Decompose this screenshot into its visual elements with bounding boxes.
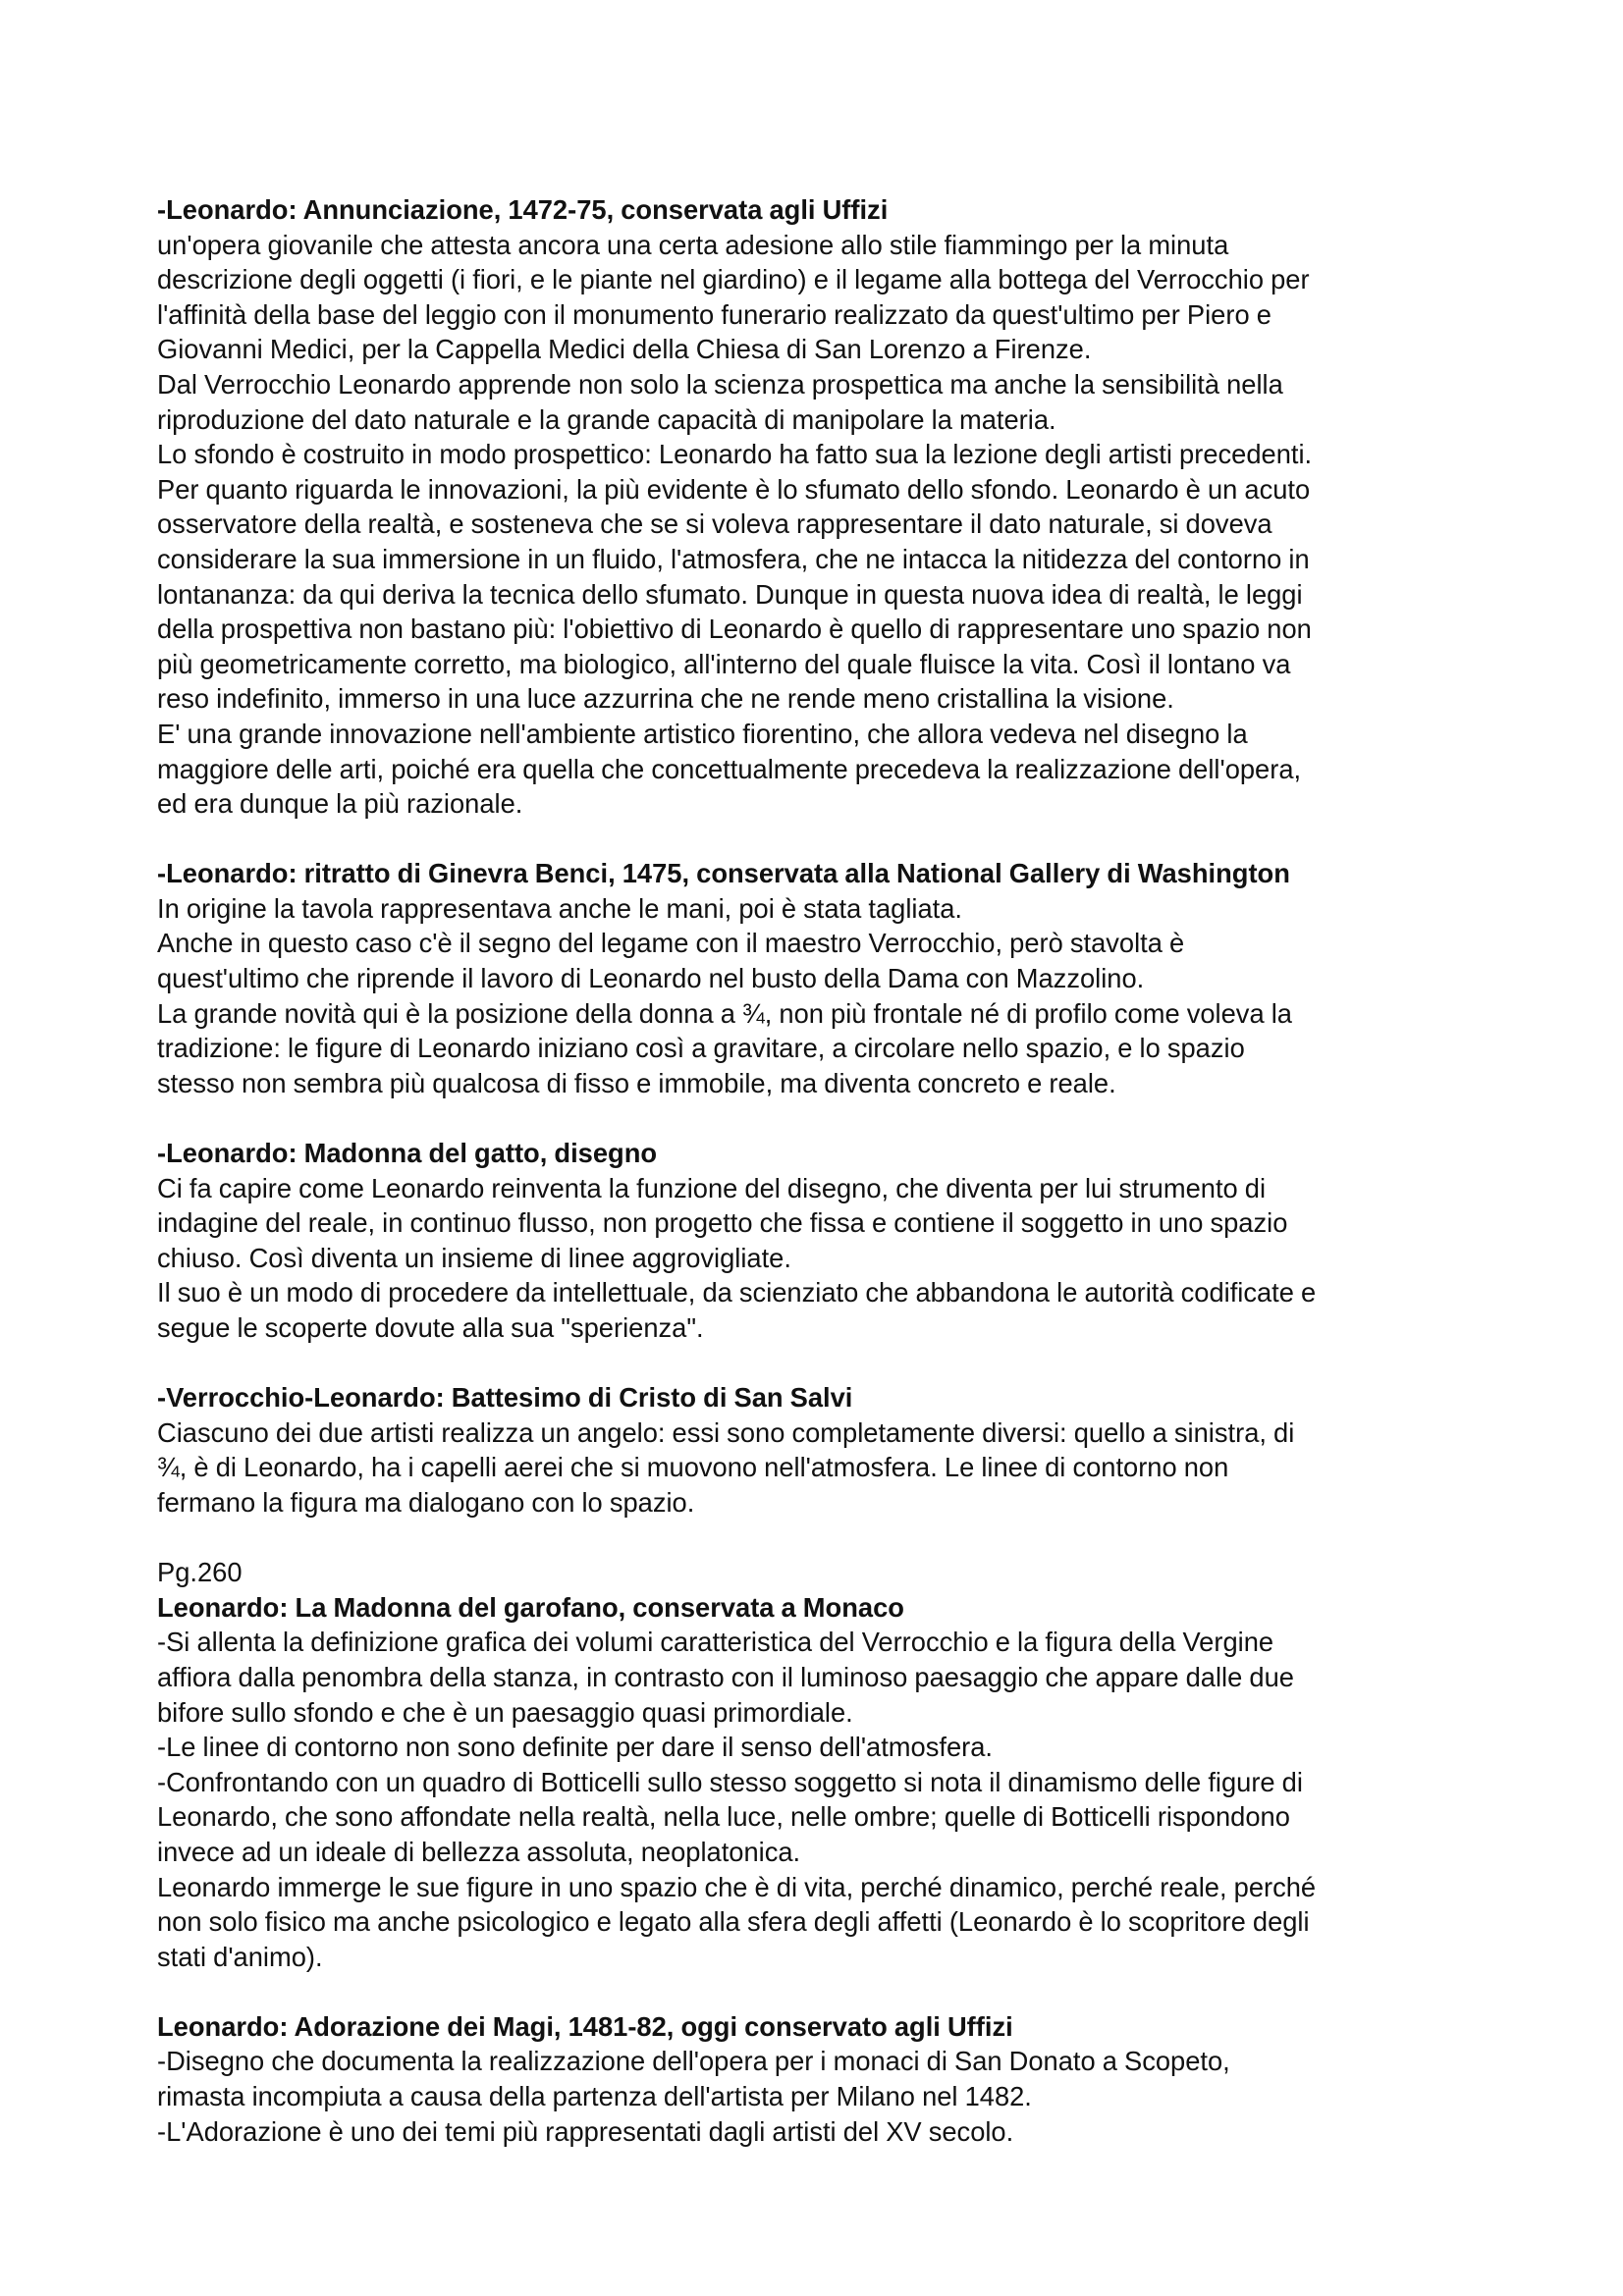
section-ginevra-benci	[157, 856, 1473, 1100]
text-line: della prospettiva non bastano più: l'obiettivo di Leonardo è quello di rappresentare uno spazio non	[157, 614, 1312, 645]
paragraph-gap	[157, 1346, 1473, 1381]
paragraph-gap	[157, 1974, 1473, 2009]
text-line: descrizione degli oggetti (i fiori, e le piante nel giardino) e il legame alla bottega del Verrocchio per	[157, 264, 1310, 295]
text-line: -Si allenta la definizione grafica dei volumi caratteristica del Verrocchio e la figura della Vergine	[157, 1627, 1274, 1658]
text-line: indagine del reale, in continuo flusso, non progetto che fissa e contiene il soggetto in uno spazio	[157, 1207, 1288, 1239]
text-line: più geometricamente corretto, ma biologico, all'interno del quale fluisce la vita. Così il lontano va	[157, 648, 1291, 679]
text-line: Il suo è un modo di procedere da intellettuale, da scienziato che abbandona le autorità codificate e	[157, 1277, 1317, 1308]
text-line: Leonardo, che sono affondate nella realtà, nella luce, nelle ombre; quelle di Botticelli rispondono	[157, 1801, 1290, 1833]
text-line: lontananza: da qui deriva la tecnica dello sfumato. Dunque in questa nuova idea di realtà, le leggi	[157, 578, 1303, 610]
text-line: riproduzione del dato naturale e la grande capacità di manipolare la materia.	[157, 403, 1056, 435]
text-line: ed era dunque la più razionale.	[157, 788, 523, 820]
text-line: Ci fa capire come Leonardo reinventa la funzione del disegno, che diventa per lui strumento di	[157, 1172, 1267, 1203]
text-line: Giovanni Medici, per la Cappella Medici della Chiesa di San Lorenzo a Firenze.	[157, 334, 1092, 365]
text-line: invece ad un ideale di bellezza assoluta, neoplatonica.	[157, 1836, 801, 1867]
text-line: E' una grande innovazione nell'ambiente artistico fiorentino, che allora vedeva nel disegno la	[157, 718, 1248, 749]
text-line: reso indefinito, immerso in una luce azzurrina che ne rende meno cristallina la visione.	[157, 683, 1174, 715]
text-line: Ciascuno dei due artisti realizza un angelo: essi sono completamente diversi: quello a sinistra, di	[157, 1416, 1295, 1448]
text-line: Lo sfondo è costruito in modo prospettico: Leonardo ha fatto sua la lezione degli artisti precedenti.	[157, 439, 1313, 470]
page-reference: Pg.260	[157, 1557, 243, 1588]
document-page	[157, 192, 1473, 2149]
text-line: un'opera giovanile che attesta ancora una certa adesione allo stile fiammingo per la minuta	[157, 229, 1229, 260]
text-line: l'affinità della base del leggio con il monumento funerario realizzato da quest'ultimo per Piero e	[157, 298, 1271, 330]
text-line: stesso non sembra più qualcosa di fisso e immobile, ma diventa concreto e reale.	[157, 1067, 1116, 1098]
text-line: osservatore della realtà, e sosteneva che se si voleva rappresentare il dato naturale, si doveva	[157, 508, 1272, 540]
text-line: -L'Adorazione è uno dei temi più rappresentati dagli artisti del XV secolo.	[157, 2115, 1014, 2147]
text-line: -Disegno che documenta la realizzazione dell'opera per i monaci di San Donato a Scopeto,	[157, 2046, 1230, 2077]
section-annunciazione	[157, 192, 1473, 822]
text-line: Per quanto riguarda le innovazioni, la più evidente è lo sfumato dello sfondo. Leonardo è un acuto	[157, 473, 1311, 505]
section-heading: -Leonardo: Madonna del gatto, disegno	[157, 1138, 658, 1169]
paragraph-gap	[157, 1521, 1473, 1556]
text-line: La grande novità qui è la posizione della donna a ¾, non più frontale né di profilo come voleva la	[157, 997, 1292, 1029]
text-line: -Confrontando con un quadro di Botticelli sullo stesso soggetto si nota il dinamismo delle figure di	[157, 1766, 1303, 1797]
section-heading: -Leonardo: Annunciazione, 1472-75, conservata agli Uffizi	[157, 194, 889, 225]
text-line: segue le scoperte dovute alla sua "sperienza".	[157, 1312, 704, 1343]
paragraph-gap	[157, 1100, 1473, 1136]
section-adorazione	[157, 2009, 1473, 2149]
section-heading: Leonardo: Adorazione dei Magi, 1481-82, oggi conservato agli Uffizi	[157, 2010, 1013, 2042]
text-line: Leonardo immerge le sue figure in uno spazio che è di vita, perché dinamico, perché reale, perché	[157, 1871, 1317, 1902]
section-heading: -Verrocchio-Leonardo: Battesimo di Cristo di San Salvi	[157, 1382, 853, 1414]
section-heading: -Leonardo: ritratto di Ginevra Benci, 1475, conservata alla National Gallery di Washington	[157, 858, 1290, 889]
text-line: -Le linee di contorno non sono definite per dare il senso dell'atmosfera.	[157, 1732, 993, 1763]
text-line: considerare la sua immersione in un fluido, l'atmosfera, che ne intacca la nitidezza del contorno in	[157, 543, 1310, 574]
text-line: rimasta incompiuta a causa della partenza dell'artista per Milano nel 1482.	[157, 2081, 1032, 2112]
text-line: tradizione: le figure di Leonardo iniziano così a gravitare, a circolare nello spazio, e lo spazio	[157, 1033, 1245, 1064]
paragraph-gap	[157, 822, 1473, 857]
section-battesimo	[157, 1380, 1473, 1520]
text-line: ¾, è di Leonardo, ha i capelli aerei che si muovono nell'atmosfera. Le linee di contorno non	[157, 1452, 1229, 1483]
text-line: maggiore delle arti, poiché era quella che concettualmente precedeva la realizzazione dell'opera,	[157, 753, 1302, 784]
text-line: fermano la figura ma dialogano con lo spazio.	[157, 1486, 695, 1518]
text-line: stati d'animo).	[157, 1941, 323, 1972]
text-line: Dal Verrocchio Leonardo apprende non solo la scienza prospettica ma anche la sensibilità nella	[157, 368, 1283, 400]
text-line: quest'ultimo che riprende il lavoro di Leonardo nel busto della Dama con Mazzolino.	[157, 963, 1145, 994]
text-line: affiora dalla penombra della stanza, in contrasto con il luminoso paesaggio che appare dalle due	[157, 1661, 1294, 1692]
section-garofano	[157, 1555, 1473, 1974]
text-line: bifore sullo sfondo e che è un paesaggio quasi primordiale.	[157, 1696, 853, 1728]
text-line: chiuso. Così diventa un insieme di linee aggrovigliate.	[157, 1242, 791, 1273]
text-line: In origine la tavola rappresentava anche le mani, poi è stata tagliata.	[157, 892, 962, 924]
section-madonna-gatto	[157, 1136, 1473, 1346]
text-line: non solo fisico ma anche psicologico e legato alla sfera degli affetti (Leonardo è lo scopritore degli	[157, 1906, 1310, 1938]
text-line: Anche in questo caso c'è il segno del legame con il maestro Verrocchio, però stavolta è	[157, 928, 1185, 959]
section-heading: Leonardo: La Madonna del garofano, conservata a Monaco	[157, 1591, 904, 1623]
